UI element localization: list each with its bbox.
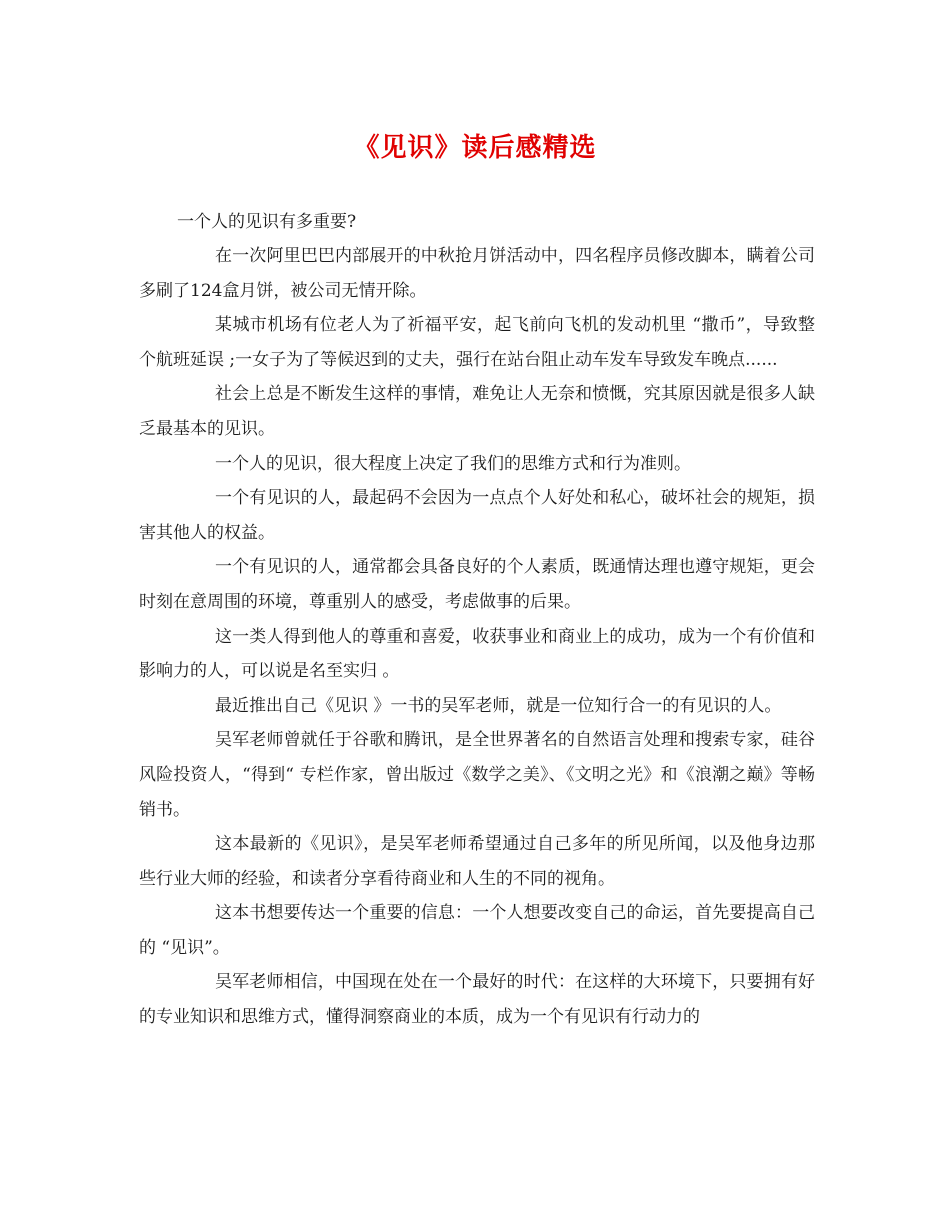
document-title: 《见识》读后感精选 (353, 133, 597, 163)
paragraph: 一个有见识的人，通常都会具备良好的个人素质，既通情达理也遵守规矩，更会时刻在意周围的环境，尊重别人的感受，考虑做事的后果。 (139, 557, 815, 612)
document-body (139, 239, 815, 1035)
paragraph: 社会上总是不断发生这样的事情，难免让人无奈和愤慨，究其原因就是很多人缺乏最基本的见识。 (139, 384, 815, 439)
paragraph: 吴军老师曾就任于谷歌和腾讯，是全世界著名的自然语言处理和搜索专家，硅谷风险投资人，“得到“ 专栏作家，曾出版过《数学之美》、《文明之光》和《浪潮之巅》等畅销书。 (139, 730, 815, 820)
paragraph: 一个有见识的人，最起码不会因为一点点个人好处和私心，破坏社会的规矩，损害其他人的权益。 (139, 488, 815, 543)
paragraph: 吴军老师相信，中国现在处在一个最好的时代：在这样的大环境下，只要拥有好的专业知识和思维方式，懂得洞察商业的本质，成为一个有见识有行动力的 (139, 972, 815, 1028)
paragraph: 一个人的见识，很大程度上决定了我们的思维方式和行为准则。 (215, 453, 691, 474)
paragraph: 在一次阿里巴巴内部展开的中秋抢月饼活动中，四名程序员修改脚本，瞒着公司多刷了124盒月饼，被公司无情开除。 (139, 246, 815, 301)
lead-question: 一个人的见识有多重要? (177, 212, 357, 232)
paragraph: 这本书想要传达一个重要的信息：一个人想要改变自己的命运，首先要提高自己的 “见识”。 (139, 903, 815, 958)
paragraph: 这一类人得到他人的尊重和喜爱，收获事业和商业上的成功，成为一个有价值和影响力的人，可以说是名至实归 。 (139, 626, 815, 682)
paragraph: 某城市机场有位老人为了祈福平安，起飞前向飞机的发动机里 “撒币”，导致整个航班延误 ;一女子为了等候迟到的丈夫，强行在站台阻止动车发车导致发车晚点...... (139, 315, 815, 370)
paragraph: 最近推出自己《见识 》一书的吴军老师，就是一位知行合一的有见识的人。 (215, 695, 782, 716)
paragraph: 这本最新的《见识》，是吴军老师希望通过自己多年的所见所闻，以及他身边那些行业大师的经验，和读者分享看待商业和人生的不同的视角。 (139, 834, 815, 889)
